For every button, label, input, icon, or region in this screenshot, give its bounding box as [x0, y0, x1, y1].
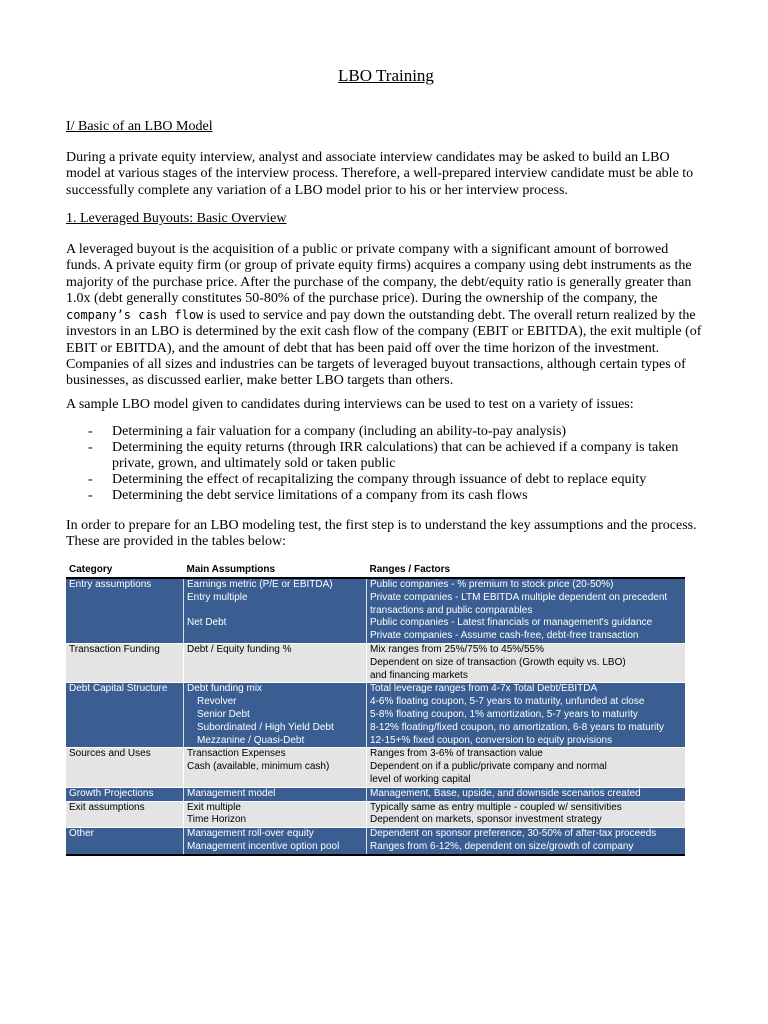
cell-line: Debt funding mix [187, 683, 263, 695]
overview-text-1: A leveraged buyout is the acquisition of a public or private company with a significant amount of borrowed funds. A private equity firm (or group of private equity firms) acquires a company using debt instruments as the majority of the purchase price. After the purchase of the company, the debt/equity ratio is generally greater than 1.0x (debt generally constitutes 50-80% of the purchase price). During the ownership of the company, the [66, 242, 692, 306]
bullet-dash: - [88, 440, 93, 455]
cell-line: Subordinated / High Yield Debt [197, 721, 334, 733]
cell-line: Total leverage ranges from 4-7x Total Debt/EBITDA [370, 683, 598, 695]
row-category: Debt Capital Structure [66, 683, 184, 748]
row-ranges [367, 801, 686, 828]
cell-line: 12-15+% fixed coupon, conversion to equity provisions [370, 734, 613, 746]
list-item [66, 488, 706, 504]
table-row [66, 787, 685, 801]
cell-line: Revolver [197, 696, 237, 708]
row-assumptions [184, 787, 367, 801]
cell-line: transactions and public comparables [370, 604, 533, 616]
list-item-text: Determining the equity returns (through IRR calculations) that can be achieved if a company is taken private, grown, and ultimately sold or taken public [112, 440, 679, 471]
cell-line: Time Horizon [187, 814, 247, 826]
cell-line: Management incentive option pool [187, 840, 340, 852]
issues-list [66, 424, 706, 504]
row-category: Other [66, 828, 184, 855]
cell-line: Dependent on markets, sponsor investment strategy [370, 814, 602, 826]
cell-line: Public companies - % premium to stock price (20-50%) [370, 579, 614, 590]
overview-text-2: is used to service and pay down the outstanding debt. The overall return realized by the investors in an LBO is determined by the exit cash flow of the company (EBIT or EBITDA), the exit multiple (of EBIT or EBITDA), and the amount of debt that has been paid off over the time horizon of the investment. Companies of all sizes and industries can be targets of leveraged buyout transactions, although certain types of businesses, as discussed earlier, make better LBO targets than others. [66, 308, 702, 389]
cell-line: Senior Debt [197, 708, 250, 720]
cell-line [187, 630, 363, 643]
header-ranges-factors: Ranges / Factors [369, 564, 451, 576]
list-item-text: Determining a fair valuation for a company (including an ability-to-pay analysis) [112, 424, 567, 439]
list-item-text: Determining the effect of recapitalizing the company through issuance of debt to replace equity [112, 472, 647, 487]
row-assumptions [184, 801, 367, 828]
cell-line [187, 605, 363, 618]
row-ranges [367, 578, 686, 643]
cell-line: Mix ranges from 25%/75% to 45%/55% [370, 643, 544, 655]
cell-line: Dependent on sponsor preference, 30-50% of after-tax proceeds [370, 828, 657, 840]
list-item [66, 472, 706, 488]
row-category: Entry assumptions [66, 578, 184, 643]
row-ranges [367, 643, 686, 682]
row-assumptions [184, 748, 367, 787]
cell-line: Mezzanine / Quasi-Debt [197, 734, 305, 746]
prepare-paragraph: In order to prepare for an LBO modeling test, the first step is to understand the key assumptions and the process. These are provided in the tables below: [66, 518, 697, 550]
cell-line: Entry multiple [187, 591, 248, 603]
cell-line: Exit multiple [187, 801, 241, 813]
table-row [66, 643, 685, 682]
page-title: LBO Training [338, 66, 434, 85]
cell-line: Private companies - LTM EBITDA multiple dependent on precedent [370, 591, 668, 603]
row-ranges [367, 748, 686, 787]
intro-paragraph: During a private equity interview, analyst and associate interview candidates may be asked to build an LBO model at various stages of the interview process. Therefore, a well-prepared interview candidate must be able to successfully complete any variation of a LBO model prior to his or her interview process. [66, 150, 694, 198]
cell-line: Management model [187, 787, 276, 799]
cell-line: Dependent on if a public/private company and normal [370, 761, 607, 773]
cell-line: Dependent on size of transaction (Growth equity vs. LBO) [370, 656, 626, 668]
table-row [66, 828, 685, 855]
bullet-dash: - [88, 472, 93, 487]
cell-line: Public companies - Latest financials or management's guidance [370, 617, 653, 629]
cell-line: 4-6% floating coupon, 5-7 years to maturity, unfunded at close [370, 696, 645, 708]
subsection-heading: 1. Leveraged Buyouts: Basic Overview [66, 211, 287, 226]
cell-line: level of working capital [370, 773, 471, 785]
cell-line: Earnings metric (P/E or EBITDA) [187, 579, 333, 590]
cell-line: Debt / Equity funding % [187, 643, 292, 655]
cell-line: 5-8% floating coupon, 1% amortization, 5-7 years to maturity [370, 708, 638, 720]
header-category: Category [69, 564, 113, 576]
cell-line: 8-12% floating/fixed coupon, no amortization, 6-8 years to maturity [370, 721, 665, 733]
cell-line: Ranges from 3-6% of transaction value [370, 748, 543, 760]
table-header-row [66, 564, 685, 578]
row-category: Growth Projections [66, 787, 184, 801]
row-category: Sources and Uses [66, 748, 184, 787]
cell-line: Transaction Expenses [187, 748, 286, 760]
list-item [66, 424, 706, 440]
cell-line: Net Debt [187, 617, 227, 629]
overview-mono-text: company’s cash flow [66, 308, 204, 323]
bullet-dash: - [88, 424, 93, 439]
sample-paragraph: A sample LBO model given to candidates during interviews can be used to test on a variety of issues: [66, 397, 634, 412]
overview-paragraph [66, 242, 706, 390]
bullet-dash: - [88, 488, 93, 503]
row-assumptions [184, 643, 367, 682]
row-assumptions [184, 828, 367, 855]
list-item [66, 440, 706, 472]
cell-line: Management roll-over equity [187, 828, 314, 840]
cell-line: and financing markets [370, 669, 468, 681]
cell-line: Typically same as entry multiple - coupled w/ sensitivities [370, 801, 622, 813]
cell-line: Ranges from 6-12%, dependent on size/growth of company [370, 840, 634, 852]
table-row [66, 801, 685, 828]
table-row [66, 748, 685, 787]
row-ranges [367, 828, 686, 855]
row-assumptions [184, 578, 367, 643]
row-ranges [367, 683, 686, 748]
row-category: Transaction Funding [66, 643, 184, 682]
table-row [66, 578, 685, 643]
list-item-text: Determining the debt service limitations of a company from its cash flows [112, 488, 528, 503]
cell-line: Private companies - Assume cash-free, debt-free transaction [370, 630, 639, 642]
header-main-assumptions: Main Assumptions [186, 564, 276, 576]
row-category: Exit assumptions [66, 801, 184, 828]
row-ranges [367, 787, 686, 801]
cell-line: Management, Base, upside, and downside scenarios created [370, 787, 641, 799]
table-row [66, 683, 685, 748]
section-heading: I/ Basic of an LBO Model [66, 119, 213, 134]
lbo-assumptions-table [66, 564, 685, 856]
row-assumptions [184, 683, 367, 748]
cell-line: Cash (available, minimum cash) [187, 761, 330, 773]
